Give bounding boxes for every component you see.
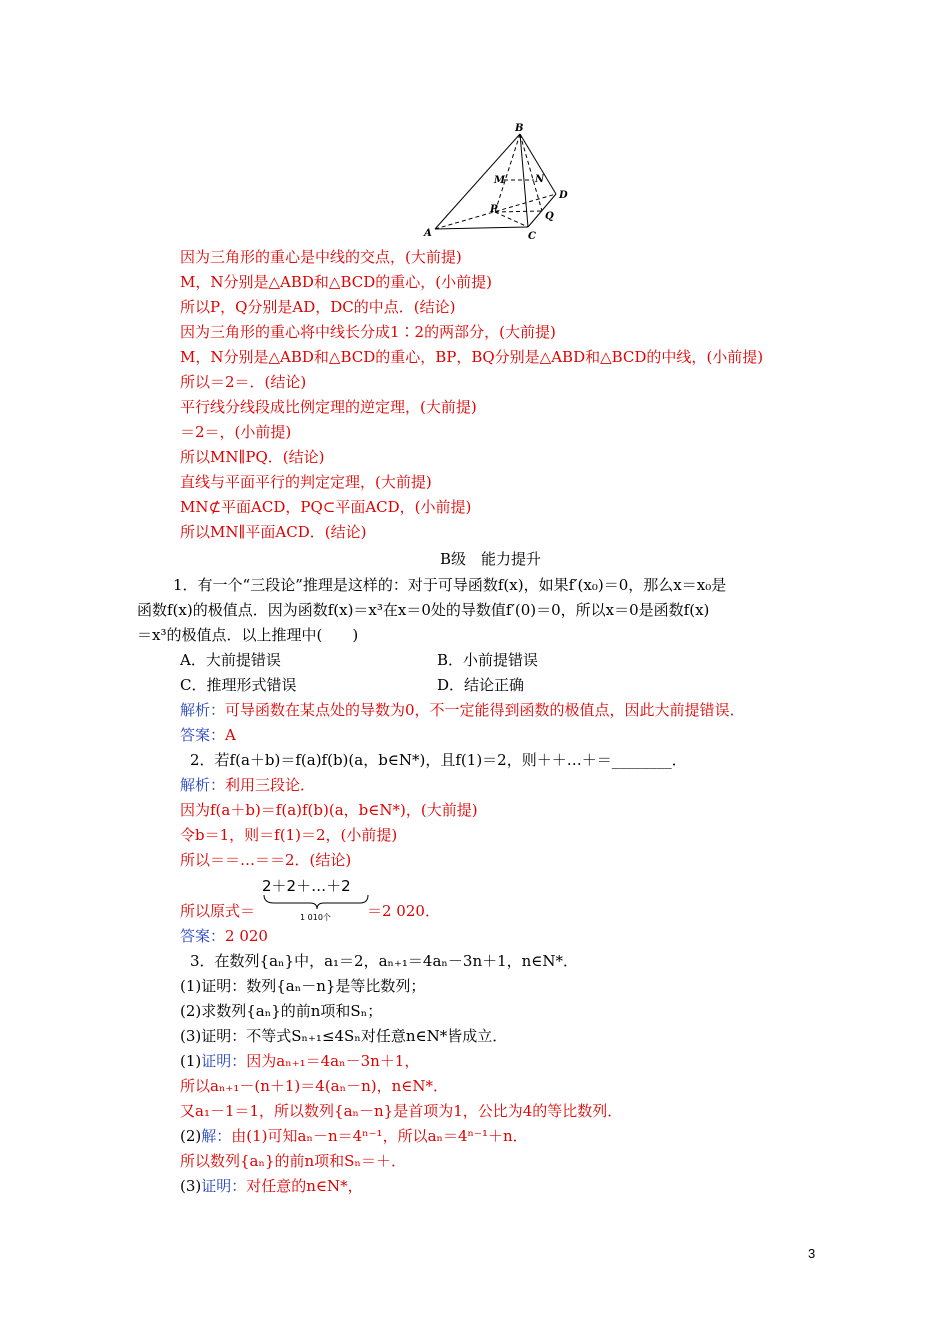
label-q: Q: [545, 211, 554, 222]
q1-answer: [180, 724, 236, 746]
edge-ac: [435, 227, 528, 229]
solution-line: ＝2＝，(小前提): [180, 423, 292, 441]
brace-top-text: 2＋2＋…＋2: [262, 877, 351, 895]
part-prefix: (2): [180, 1127, 202, 1145]
underbrace-expression: [262, 873, 372, 923]
analysis-text: 利用三段论．: [225, 776, 316, 794]
brace-bottom-text: 1 010个: [300, 913, 331, 922]
label-p: P: [490, 204, 498, 215]
q3-stem: 3．在数列{aₙ}中，a₁＝2，aₙ₊₁＝4aₙ－3n＋1，n∈N*．: [190, 952, 579, 970]
q3-solution3: [180, 1175, 363, 1197]
edge-bd: [520, 134, 556, 194]
q1-stem-line3: ＝x³的极值点．以上推理中( ): [137, 626, 359, 644]
part-prefix: (1): [180, 1052, 202, 1070]
label-c: C: [528, 231, 536, 242]
solution-line: 直线与平面平行的判定定理，(大前提): [180, 473, 432, 491]
solution-line: 所以＝2＝．(结论): [180, 373, 307, 391]
q3-solution2b: 所以数列{aₙ}的前n项和Sₙ＝＋．: [180, 1152, 406, 1170]
solution-line: 所以MN∥PQ．(结论): [180, 448, 325, 466]
label-a: A: [424, 228, 432, 239]
q3-solution1b: 所以aₙ₊₁－(n＋1)＝4(aₙ－n)，n∈N*．: [180, 1077, 449, 1095]
label-b: B: [515, 123, 524, 134]
solution-text: 因为aₙ₊₁＝4aₙ－3n＋1，: [246, 1052, 420, 1070]
line-bp: [495, 134, 520, 212]
q1-analysis: [180, 699, 745, 721]
solution-line: M，N分别是△ABD和△BCD的重心，BP，BQ分别是△ABD和△BCD的中线，(小前提): [180, 348, 764, 366]
page-number: 3: [808, 1246, 816, 1261]
q3-part1: (1)证明：数列{aₙ－n}是等比数列；: [180, 977, 426, 995]
solution-line: M，N分别是△ABD和△BCD的重心，(小前提): [180, 273, 492, 291]
proof-label: 证明：: [201, 1052, 247, 1070]
pyramid-figure: [410, 122, 585, 244]
q2-step4-prefix: 所以原式＝: [180, 902, 256, 920]
q2-analysis: [180, 774, 315, 796]
q1-option-c: C．推理形式错误: [180, 676, 297, 694]
solution-line: 因为三角形的重心将中线长分成1∶2的两部分，(大前提): [180, 323, 556, 341]
solution-line: 所以MN∥平面ACD．(结论): [180, 523, 367, 541]
q3-part2: (2)求数列{aₙ}的前n项和Sₙ；: [180, 1002, 383, 1020]
q2-step3: 所以＝＝…＝＝2．(结论): [180, 851, 352, 869]
line-pq: [495, 211, 542, 212]
answer-label: 答案：: [180, 726, 226, 744]
q3-solution1: [180, 1050, 419, 1072]
solution-line: MN⊄平面ACD，PQ⊂平面ACD，(小前提): [180, 498, 472, 516]
analysis-label: 解析：: [180, 701, 226, 719]
part-prefix: (3): [180, 1177, 202, 1195]
q3-solution1c: 又a₁－1＝1，所以数列{aₙ－n}是首项为1，公比为4的等比数列．: [180, 1102, 623, 1120]
q2-step4-suffix: ＝2 020．: [367, 902, 440, 920]
line-pc: [495, 212, 528, 227]
q2-step2: 令b＝1，则＝f(1)＝2，(小前提): [180, 826, 398, 844]
solution-line: 平行线分线段成比例定理的逆定理，(大前提): [180, 398, 477, 416]
label-m: M: [494, 175, 506, 186]
q3-part3: (3)证明：不等式Sₙ₊₁≤4Sₙ对任意n∈N*皆成立．: [180, 1027, 508, 1045]
q1-option-b: B．小前提错误: [437, 651, 539, 669]
label-n: N: [535, 174, 545, 185]
edge-ba: [435, 134, 520, 229]
q1-option-a: A．大前提错误: [180, 651, 281, 669]
answer-text: 2 020: [225, 927, 268, 945]
q2-answer: [180, 925, 268, 947]
label-d: D: [559, 190, 568, 201]
analysis-text: 可导函数在某点处的导数为0，不一定能得到函数的极值点，因此大前提错误．: [225, 701, 745, 719]
answer-label: 答案：: [180, 927, 226, 945]
q1-stem-line2: 函数f(x)的极值点．因为函数f(x)＝x³在x＝0处的导数值f′(0)＝0，所以x＝0是函数f(x): [137, 601, 710, 619]
solution-line: 所以P，Q分别是AD，DC的中点．(结论): [180, 298, 456, 316]
brace-shape: [264, 895, 368, 909]
solution-text: 由(1)可知aₙ－n＝4ⁿ⁻¹，所以aₙ＝4ⁿ⁻¹＋n．: [231, 1127, 528, 1145]
solution-line: 因为三角形的重心是中线的交点，(大前提): [180, 248, 462, 266]
proof-label: 证明：: [201, 1177, 247, 1195]
q2-stem: 2．若f(a＋b)＝f(a)f(b)(a，b∈N*)，且f(1)＝2，则＋＋…＋＝________．: [190, 751, 687, 769]
answer-text: A: [225, 726, 236, 744]
solution-text: 对任意的n∈N*，: [246, 1177, 363, 1195]
q1-option-d: D．结论正确: [437, 676, 525, 694]
q2-step1: 因为f(a＋b)＝f(a)f(b)(a，b∈N*)，(大前提): [180, 801, 478, 819]
section-title: B级 能力提升: [440, 550, 542, 568]
analysis-label: 解析：: [180, 776, 226, 794]
q3-solution2: [180, 1125, 528, 1147]
solution-label: 解：: [201, 1127, 232, 1145]
q1-stem-line1: 1．有一个“三段论”推理是这样的：对于可导函数f(x)，如果f′(x₀)＝0，那么x＝x₀是: [173, 576, 727, 594]
